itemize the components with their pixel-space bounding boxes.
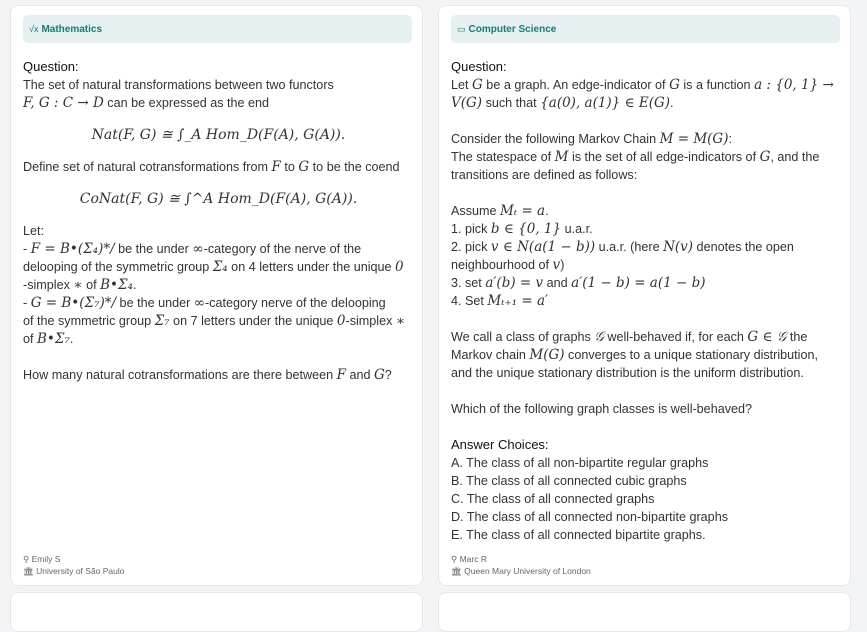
- subject-header: [23, 15, 412, 43]
- text-line: [23, 94, 414, 112]
- text-line: [451, 148, 842, 166]
- text-segment: .: [545, 204, 549, 218]
- text-segment: Let:: [23, 224, 45, 238]
- text-segment: B. The class of all connected cubic graphs: [451, 474, 687, 488]
- math-expression: 0: [336, 313, 346, 329]
- math-expression: F = B•(Σ₄)*/: [30, 241, 115, 257]
- text-segment: -: [23, 242, 31, 256]
- text-segment: denotes the open: [693, 240, 794, 254]
- text-line: [23, 312, 414, 330]
- math-expression: ∞: [193, 295, 206, 311]
- text-segment: Let: [451, 78, 473, 92]
- text-line: [451, 400, 842, 418]
- text-segment: of: [23, 332, 38, 346]
- card-footer: [23, 553, 125, 577]
- math-expression: a′(b) = v: [485, 275, 544, 291]
- text-segment: Markov chain: [451, 348, 530, 362]
- text-segment: of the symmetric group: [23, 314, 155, 328]
- text-segment: transitions are defined as follows:: [451, 168, 638, 182]
- math-expression: G: [374, 367, 385, 383]
- text-segment: well-behaved if, for each: [603, 330, 748, 344]
- math-expression: ∞: [192, 241, 204, 257]
- text-segment: 2. pick: [451, 240, 491, 254]
- math-expression: G: [298, 159, 310, 175]
- text-line: [451, 220, 842, 238]
- text-segment: ): [560, 258, 565, 272]
- text-segment: neighbourhood of: [451, 258, 553, 272]
- question-label: Question:: [23, 59, 79, 74]
- user-icon: ⚲: [451, 554, 460, 564]
- math-expression: ∗: [73, 277, 83, 293]
- text-segment: the: [786, 330, 808, 344]
- text-line: [23, 240, 414, 258]
- text-segment: u.a.r. (here: [595, 240, 664, 254]
- answer-choice: [451, 472, 842, 490]
- text-line: [23, 258, 414, 276]
- text-segment: be the under: [116, 296, 194, 310]
- text-line: [23, 222, 414, 240]
- math-expression: a : {0, 1} →: [754, 77, 834, 93]
- text-line: [451, 274, 842, 292]
- text-line: [451, 238, 842, 256]
- question-label: Question:: [451, 59, 507, 74]
- computer-icon: ▭: [457, 23, 466, 34]
- math-expression: Σ₇: [154, 313, 170, 329]
- text-segment: 1. pick: [451, 222, 491, 236]
- text-line: [23, 330, 414, 348]
- text-segment: -category nerve of the delooping: [205, 296, 386, 310]
- text-segment: Consider the following Markov Chain: [451, 132, 660, 146]
- text-segment: .: [132, 278, 137, 292]
- math-expression: 0: [395, 259, 404, 275]
- math-expression: F: [336, 367, 346, 383]
- math-expression: 𝒢: [594, 329, 604, 345]
- text-segment: C. The class of all connected graphs: [451, 492, 655, 506]
- math-expression: N(v): [663, 239, 694, 255]
- math-expression: Mₜ₊₁ = a′: [487, 293, 549, 309]
- answer-choice: [451, 526, 842, 544]
- text-line: [23, 276, 414, 294]
- text-segment: and: [543, 276, 572, 290]
- text-segment: .: [670, 96, 674, 110]
- text-segment: -category of the nerve of the: [203, 242, 362, 256]
- text-segment: and: [345, 368, 374, 382]
- math-expression: F, G : C → D: [23, 95, 104, 111]
- institution-icon: 🏛: [451, 566, 465, 576]
- text-segment: u.a.r.: [561, 222, 593, 236]
- text-segment: converges to a unique stationary distribution,: [564, 348, 818, 362]
- text-line: [23, 158, 414, 176]
- math-expression: F: [271, 159, 281, 175]
- text-segment: 3. set: [451, 276, 486, 290]
- answer-choice: [451, 508, 842, 526]
- subject-label: Computer Science: [468, 23, 557, 35]
- user-icon: ⚲: [23, 554, 32, 564]
- text-segment: -: [23, 296, 31, 310]
- text-segment: The set of natural transformations between two functors: [23, 78, 334, 92]
- math-expression: {a(0), a(1)} ∈ E(G): [540, 95, 671, 111]
- next-card: [438, 592, 851, 632]
- text-line: [451, 364, 842, 382]
- math-expression: G = B•(Σ₇)*/: [30, 295, 117, 311]
- math-expression: Mₜ = a: [500, 203, 546, 219]
- math-expression: M(G): [529, 347, 565, 363]
- answer-choice: [451, 454, 842, 472]
- institution-name: University of São Paulo: [36, 566, 125, 576]
- text-line: [23, 294, 414, 312]
- math-expression: G: [669, 77, 680, 93]
- text-segment: Define set of natural cotransformations from: [23, 160, 272, 174]
- text-segment: E. The class of all connected bipartite graphs.: [451, 528, 706, 542]
- text-line: [451, 202, 842, 220]
- math-expression: B•Σ₄: [100, 277, 133, 293]
- institution-icon: 🏛: [23, 566, 37, 576]
- text-segment: on 4 letters under the unique: [227, 260, 396, 274]
- math-expression: a′(1 − b) = a(1 − b): [571, 275, 706, 291]
- text-segment: on 7 letters under the unique: [169, 314, 337, 328]
- question-body: [451, 58, 842, 544]
- subject-label: Mathematics: [41, 23, 103, 35]
- text-segment: be the under: [114, 242, 193, 256]
- math-expression: M: [554, 149, 569, 165]
- text-segment: be a graph. An edge-indicator of: [482, 78, 670, 92]
- text-line: [23, 366, 414, 384]
- text-segment: -simplex: [23, 278, 74, 292]
- text-line: [451, 166, 842, 184]
- text-segment: Assume: [451, 204, 500, 218]
- text-line: [451, 346, 842, 364]
- math-expression: ∗: [395, 313, 406, 329]
- card-footer: [451, 553, 591, 577]
- question-card-mathematics: [10, 5, 423, 586]
- text-segment: A. The class of all non-bipartite regular graphs: [451, 456, 709, 470]
- math-expression: G: [472, 77, 483, 93]
- text-segment: is a function: [679, 78, 755, 92]
- text-segment: is the set of all edge-indicators of: [568, 150, 760, 164]
- math-expression: V(G): [451, 95, 483, 111]
- text-segment: .: [69, 332, 74, 346]
- math-expression: M = M(G): [659, 131, 729, 147]
- math-expression: v: [552, 257, 561, 273]
- question-card-computer-science: [438, 5, 851, 586]
- text-segment: to be the coend: [309, 160, 400, 174]
- text-segment: The statespace of: [451, 150, 555, 164]
- text-segment: such that: [482, 96, 541, 110]
- text-segment: ?: [384, 368, 392, 382]
- text-line: [451, 256, 842, 274]
- subject-header: [451, 15, 840, 43]
- text-segment: and the unique stationary distribution is the uniform distribution.: [451, 366, 804, 380]
- display-equation: CoNat(F, G) ≅ ∫^A Hom_D(F(A), G(A)).: [79, 191, 358, 207]
- math-expression: Σ₄: [212, 259, 228, 275]
- next-card: [10, 592, 423, 632]
- text-line: [23, 76, 414, 94]
- author-name: Marc R: [459, 554, 487, 564]
- text-segment: 4. Set: [451, 294, 488, 308]
- text-segment: How many natural cotransformations are there between: [23, 368, 337, 382]
- institution-name: Queen Mary University of London: [464, 566, 591, 576]
- text-line: [451, 292, 842, 310]
- answer-choice: [451, 490, 842, 508]
- math-expression: B•Σ₇: [37, 331, 70, 347]
- text-line: [451, 130, 842, 148]
- math-expression: G ∈ 𝒢: [747, 329, 787, 345]
- text-segment: , and the: [770, 150, 820, 164]
- text-segment: We call a class of graphs: [451, 330, 595, 344]
- display-equation: Nat(F, G) ≅ ∫_A Hom_D(F(A), G(A)).: [91, 127, 346, 143]
- text-segment: Which of the following graph classes is well-behaved?: [451, 402, 753, 416]
- text-segment: to: [280, 160, 299, 174]
- answer-choices-label: Answer Choices:: [451, 437, 549, 452]
- sqrt-icon: √x: [29, 24, 39, 34]
- text-segment: :: [728, 132, 732, 146]
- text-line: [451, 328, 842, 346]
- math-expression: G: [759, 149, 771, 165]
- text-segment: can be expressed as the end: [103, 96, 270, 110]
- text-line: [451, 76, 842, 94]
- math-expression: b ∈ {0, 1}: [490, 221, 562, 237]
- author-name: Emily S: [31, 554, 61, 564]
- math-expression: v ∈ N(a(1 − b)): [490, 239, 596, 255]
- text-segment: -simplex: [345, 314, 396, 328]
- text-segment: of: [82, 278, 101, 292]
- text-segment: D. The class of all connected non-bipartite graphs: [451, 510, 728, 524]
- text-line: [451, 94, 842, 112]
- text-segment: delooping of the symmetric group: [23, 260, 213, 274]
- question-body: [23, 58, 414, 384]
